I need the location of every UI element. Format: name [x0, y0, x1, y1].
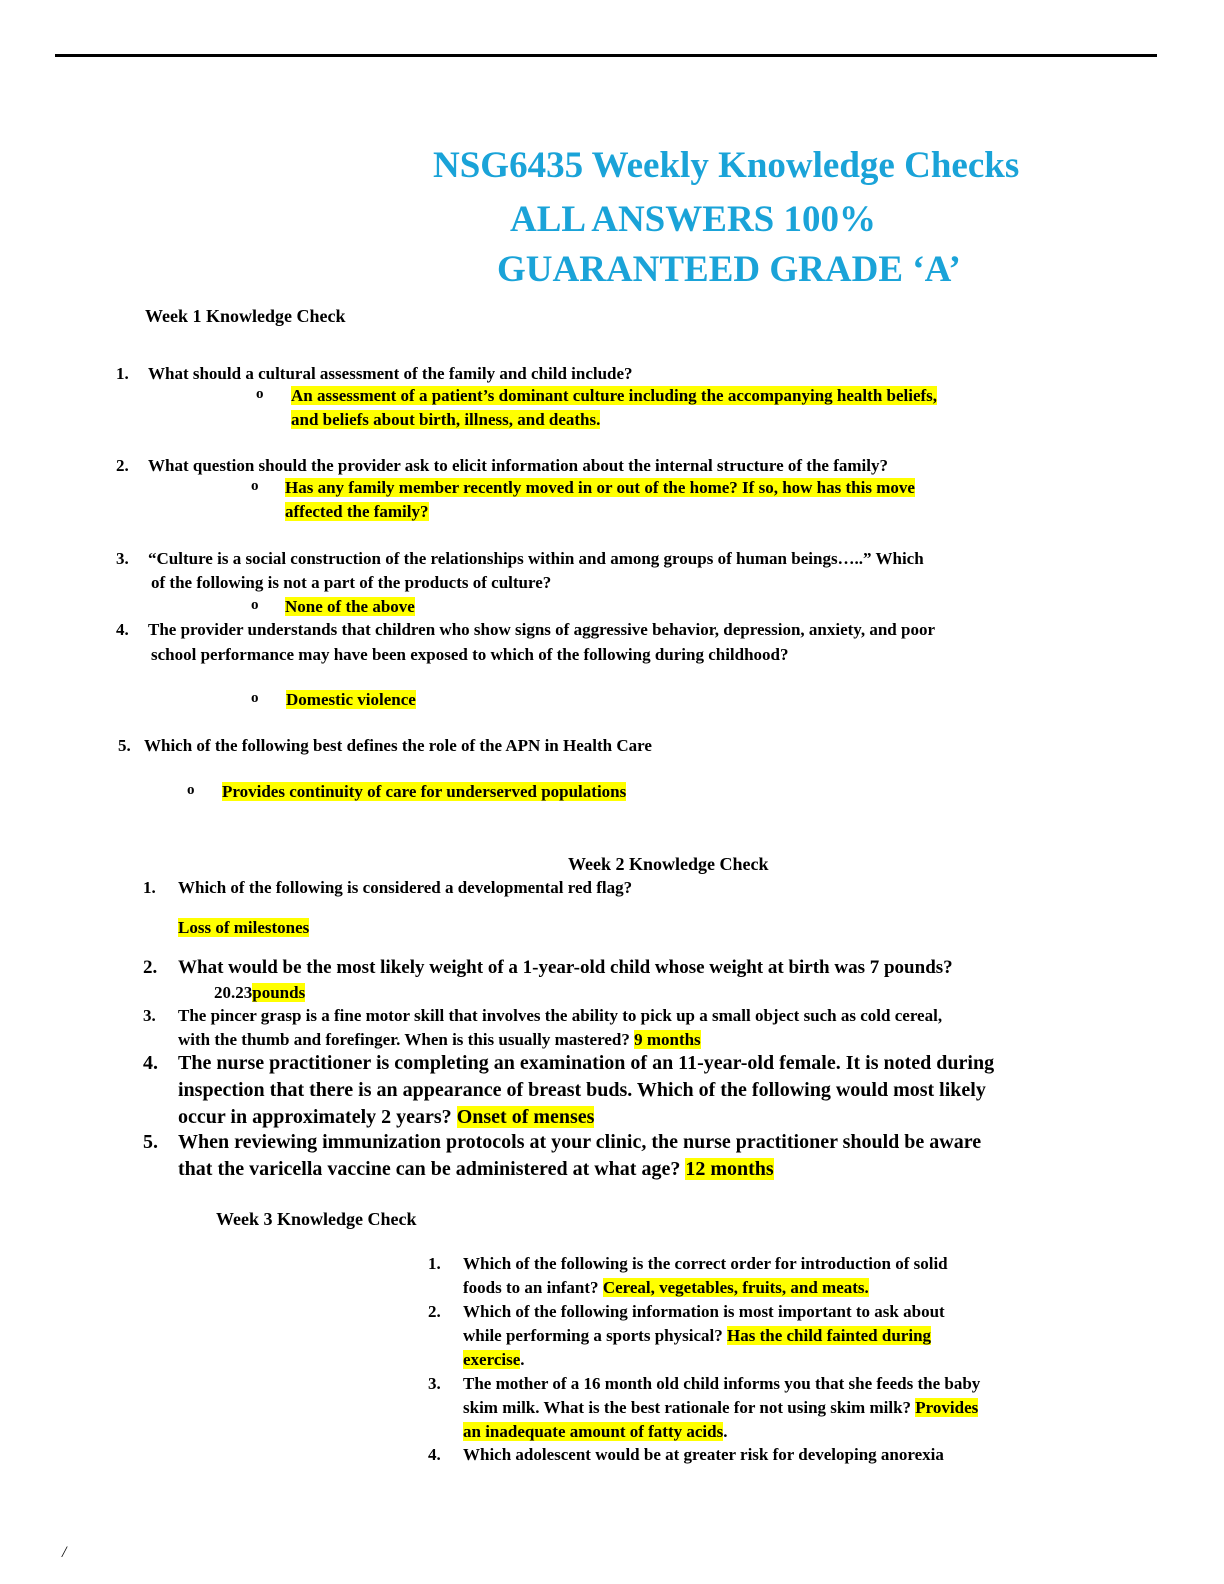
- week3-a1: Cereal, vegetables, fruits, and meats.: [602, 1278, 869, 1297]
- footer-mark: /: [62, 1544, 67, 1561]
- bullet-icon: o: [187, 782, 195, 798]
- top-rule: [55, 54, 1157, 57]
- bullet-icon: o: [251, 597, 259, 613]
- week1-a3: None of the above: [285, 597, 415, 616]
- doc-title-line2: ALL ANSWERS 100%: [510, 199, 876, 240]
- week3-a3: Provides: [915, 1398, 979, 1417]
- week1-a4: Domestic violence: [286, 690, 416, 709]
- doc-title: NSG6435 Weekly Knowledge Checks: [433, 145, 1020, 186]
- week2-a4: Onset of menses: [456, 1106, 595, 1128]
- week2-a5: 12 months: [685, 1158, 774, 1180]
- week1-a1: An assessment of a patient’s dominant culture including the accompanying health beliefs, and beliefs about birth, illness, and deaths.: [291, 386, 938, 429]
- week2-a2: 20.23pounds: [214, 983, 306, 1002]
- week1-heading: Week 1 Knowledge Check: [145, 306, 346, 326]
- week3-heading: Week 3 Knowledge Check: [216, 1209, 417, 1229]
- doc-title-line3: GUARANTEED GRADE ‘A’: [497, 249, 961, 290]
- bullet-icon: o: [251, 690, 259, 706]
- week1-a5: Provides continuity of care for underserved populations: [222, 782, 627, 801]
- week2-a1: Loss of milestones: [178, 918, 310, 937]
- week1-a2: Has any family member recently moved in or out of the home? If so, how has this move affected the family?: [285, 478, 915, 521]
- week2-heading: Week 2 Knowledge Check: [568, 854, 769, 874]
- bullet-icon: o: [251, 478, 259, 494]
- bullet-icon: o: [256, 386, 264, 402]
- week3-a2: Has the child fainted during: [726, 1326, 932, 1345]
- week2-a3: 9 months: [634, 1030, 701, 1049]
